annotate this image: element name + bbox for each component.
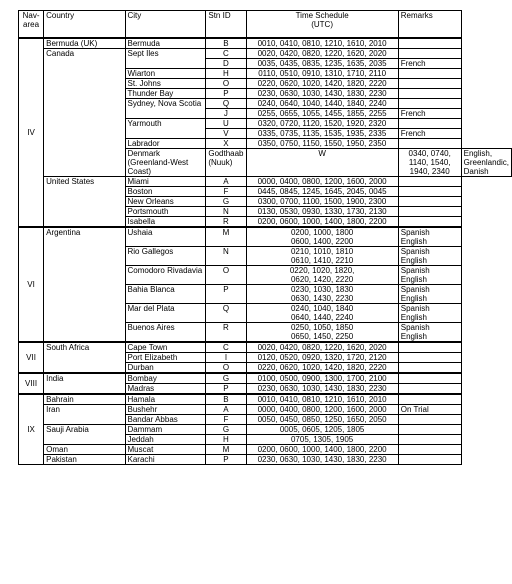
- stn-id-cell: J: [206, 109, 246, 119]
- city-cell: Cape Town: [125, 342, 206, 353]
- city-cell: Labrador: [125, 139, 206, 149]
- time-line: 0200, 1000, 1800: [290, 228, 354, 237]
- stn-id-cell: Q: [206, 304, 246, 323]
- area-cell: VIII: [19, 373, 44, 394]
- city-cell: Karachi: [125, 455, 206, 465]
- remarks-cell: [398, 207, 461, 217]
- time-line: 0620, 1420, 2220: [290, 275, 354, 284]
- time-cell: 0020, 0420, 0820, 1220, 1620, 2020: [246, 49, 398, 59]
- stn-id-cell: H: [206, 69, 246, 79]
- stn-id-cell: M: [206, 445, 246, 455]
- stn-id-cell: F: [206, 415, 246, 425]
- stn-id-cell: P: [206, 455, 246, 465]
- remarks-cell: [398, 79, 461, 89]
- time-cell: 0335, 0735, 1135, 1535, 1935, 2335: [246, 129, 398, 139]
- city-cell: St. Johns: [125, 79, 206, 89]
- stn-id-cell: N: [206, 247, 246, 266]
- country-cell: Denmark (Greenland-West Coast): [125, 149, 206, 177]
- city-cell: Bahia Blanca: [125, 285, 206, 304]
- area-cell: IV: [19, 38, 44, 227]
- city-cell: Bombay: [125, 373, 206, 384]
- country-cell: South Africa: [44, 342, 125, 373]
- stn-id-cell: G: [206, 197, 246, 207]
- country-cell: Sauji Arabia: [44, 425, 125, 445]
- stn-id-cell: U: [206, 119, 246, 129]
- header-row: [19, 11, 512, 39]
- remarks-cell: [398, 384, 461, 395]
- table-row: [19, 405, 512, 415]
- remarks-cell: [398, 247, 461, 266]
- time-cell: 0035, 0435, 0835, 1235, 1635, 2035: [246, 59, 398, 69]
- header-city: City: [125, 11, 206, 39]
- time-line: 0600, 1400, 2200: [290, 237, 354, 246]
- time-cell: 0220, 0620, 1020, 1420, 1820, 2220: [246, 79, 398, 89]
- remarks-cell: [398, 177, 461, 187]
- time-line: 0650, 1450, 2250: [290, 332, 354, 341]
- header-nav-area: Nav-area: [19, 11, 44, 39]
- country-cell: Iran: [44, 405, 125, 425]
- remarks-cell: [398, 187, 461, 197]
- stn-id-cell: P: [206, 285, 246, 304]
- city-cell: Thunder Bay: [125, 89, 206, 99]
- stn-id-cell: V: [206, 129, 246, 139]
- country-cell: Canada: [44, 49, 125, 177]
- city-cell: Mar del Plata: [125, 304, 206, 323]
- country-cell: Bahrain: [44, 394, 125, 405]
- time-cell: 0000, 0400, 0800, 1200, 1600, 2000: [246, 405, 398, 415]
- area-cell: IX: [19, 394, 44, 465]
- time-cell: 0005, 0605, 1205, 1805: [246, 425, 398, 435]
- remarks-cell: [398, 227, 461, 247]
- header-time-schedule-label: Time Schedule: [295, 11, 349, 20]
- remarks-cell: [398, 38, 461, 49]
- time-cell: [246, 304, 398, 323]
- stn-id-cell: H: [206, 435, 246, 445]
- remarks-line: English: [400, 237, 427, 246]
- stn-id-cell: G: [206, 373, 246, 384]
- remarks-cell: [398, 99, 461, 109]
- country-cell: Pakistan: [44, 455, 125, 465]
- remarks-cell: [398, 455, 461, 465]
- city-cell: Dammam: [125, 425, 206, 435]
- remarks-cell: [398, 342, 461, 353]
- city-cell: Isabella: [125, 217, 206, 228]
- header-remarks: Remarks: [398, 11, 461, 39]
- city-cell: New Orleans: [125, 197, 206, 207]
- remarks-cell: [398, 89, 461, 99]
- remarks-line: English: [400, 332, 427, 341]
- remarks-cell: [398, 394, 461, 405]
- time-cell: 0020, 0420, 0820, 1220, 1620, 2020: [246, 342, 398, 353]
- table-row: [19, 425, 512, 435]
- city-cell: Hamala: [125, 394, 206, 405]
- table-row: [19, 445, 512, 455]
- country-cell: Argentina: [44, 227, 125, 342]
- table-row: [19, 342, 512, 353]
- remarks-cell: [398, 323, 461, 343]
- city-cell: Buenos Aires: [125, 323, 206, 343]
- table-row: [19, 455, 512, 465]
- time-cell: [246, 285, 398, 304]
- time-line: 0230, 1030, 1830: [290, 285, 354, 294]
- time-cell: 0130, 0530, 0930, 1330, 1730, 2130: [246, 207, 398, 217]
- time-cell: 0300, 0700, 1100, 1500, 1900, 2300: [246, 197, 398, 207]
- stn-id-cell: A: [206, 405, 246, 415]
- time-cell: 0200, 0600, 1000, 1400, 1800, 2200: [246, 217, 398, 228]
- country-cell: United States: [44, 177, 125, 228]
- stn-id-cell: M: [206, 227, 246, 247]
- time-line: 0610, 1410, 2210: [290, 256, 354, 265]
- time-cell: 0230, 0630, 1030, 1430, 1830, 2230: [246, 455, 398, 465]
- table-row: [19, 49, 512, 59]
- table-row: [19, 177, 512, 187]
- time-line: 0640, 1440, 2240: [290, 313, 354, 322]
- remarks-line: English: [400, 313, 427, 322]
- remarks-cell: [398, 435, 461, 445]
- header-country: Country: [44, 11, 125, 39]
- remarks-cell: French: [398, 109, 461, 119]
- navtex-schedule-table: [18, 10, 512, 465]
- country-cell: Oman: [44, 445, 125, 455]
- remarks-line: Spanish: [400, 304, 430, 313]
- time-line: 0240, 1040, 1840: [290, 304, 354, 313]
- time-cell: 0340, 0740, 1140, 1540, 1940, 2340: [398, 149, 461, 177]
- city-cell: Sydney, Nova Scotia: [125, 99, 206, 119]
- city-cell: Comodoro Rivadavia: [125, 266, 206, 285]
- remarks-line: Spanish: [400, 228, 430, 237]
- stn-id-cell: X: [206, 139, 246, 149]
- stn-id-cell: Q: [206, 99, 246, 109]
- stn-id-cell: W: [246, 149, 398, 177]
- time-cell: 0010, 0410, 0810, 1210, 1610, 2010: [246, 394, 398, 405]
- time-cell: 0230, 0630, 1030, 1430, 1830, 2230: [246, 89, 398, 99]
- time-cell: [246, 323, 398, 343]
- time-cell: 0255, 0655, 1055, 1455, 1855, 2255: [246, 109, 398, 119]
- remarks-line: English: [400, 275, 427, 284]
- remarks-cell: [398, 373, 461, 384]
- time-cell: 0220, 0620, 1020, 1420, 1820, 2220: [246, 363, 398, 374]
- stn-id-cell: O: [206, 266, 246, 285]
- time-line: 0220, 1020, 1820,: [289, 266, 355, 275]
- time-cell: [246, 266, 398, 285]
- stn-id-cell: D: [206, 59, 246, 69]
- remarks-cell: [398, 445, 461, 455]
- stn-id-cell: P: [206, 89, 246, 99]
- table-row: [19, 38, 512, 49]
- stn-id-cell: B: [206, 394, 246, 405]
- time-cell: [246, 227, 398, 247]
- city-cell: Portsmouth: [125, 207, 206, 217]
- city-cell: Boston: [125, 187, 206, 197]
- remarks-cell: French: [398, 129, 461, 139]
- remarks-line: Spanish: [400, 266, 430, 275]
- stn-id-cell: O: [206, 79, 246, 89]
- city-cell: Yarmouth: [125, 119, 206, 139]
- time-cell: 0240, 0640, 1040, 1440, 1840, 2240: [246, 99, 398, 109]
- stn-id-cell: B: [206, 38, 246, 49]
- remarks-line: Spanish: [400, 247, 430, 256]
- city-cell: Miami: [125, 177, 206, 187]
- stn-id-cell: C: [206, 49, 246, 59]
- time-cell: 0100, 0500, 0900, 1300, 1700, 2100: [246, 373, 398, 384]
- time-cell: [246, 247, 398, 266]
- time-cell: 0705, 1305, 1905: [246, 435, 398, 445]
- time-line: 0210, 1010, 1810: [290, 247, 354, 256]
- remarks-cell: [398, 285, 461, 304]
- stn-id-cell: A: [206, 177, 246, 187]
- city-cell: Sept Iles: [125, 49, 206, 69]
- time-cell: 0230, 0630, 1030, 1430, 1830, 2230: [246, 384, 398, 395]
- city-cell: Muscat: [125, 445, 206, 455]
- remarks-line: Spanish: [400, 285, 430, 294]
- remarks-cell: [398, 266, 461, 285]
- city-cell: Rio Gallegos: [125, 247, 206, 266]
- area-cell: VI: [19, 227, 44, 342]
- city-cell: Ushaia: [125, 227, 206, 247]
- city-cell: Madras: [125, 384, 206, 395]
- time-cell: 0050, 0450, 0850, 1250, 1650, 2050: [246, 415, 398, 425]
- table-row: [19, 227, 512, 247]
- header-stn-id: Stn ID: [206, 11, 246, 39]
- stn-id-cell: N: [206, 207, 246, 217]
- country-cell: Bermuda (UK): [44, 38, 125, 49]
- remarks-line: Spanish: [400, 323, 430, 332]
- stn-id-cell: R: [206, 323, 246, 343]
- remarks-cell: [398, 49, 461, 59]
- stn-id-cell: C: [206, 342, 246, 353]
- schedule-table-container: [18, 10, 512, 465]
- remarks-cell: [398, 139, 461, 149]
- city-cell: Bandar Abbas: [125, 415, 206, 425]
- remarks-cell: [398, 217, 461, 228]
- remarks-cell: [398, 197, 461, 207]
- time-cell: 0200, 0600, 1000, 1400, 1800, 2200: [246, 445, 398, 455]
- time-line: 0630, 1430, 2230: [290, 294, 354, 303]
- remarks-line: English: [400, 256, 427, 265]
- city-cell: Godthaab (Nuuk): [206, 149, 246, 177]
- header-utc-label: (UTC): [311, 20, 333, 29]
- time-cell: 0010, 0410, 0810, 1210, 1610, 2010: [246, 38, 398, 49]
- table-row: [19, 373, 512, 384]
- time-cell: 0110, 0510, 0910, 1310, 1710, 2110: [246, 69, 398, 79]
- time-cell: 0445, 0845, 1245, 1645, 2045, 0045: [246, 187, 398, 197]
- remarks-cell: [398, 363, 461, 374]
- stn-id-cell: I: [206, 353, 246, 363]
- stn-id-cell: G: [206, 425, 246, 435]
- stn-id-cell: P: [206, 384, 246, 395]
- remarks-cell: English, Greenlandic, Danish: [461, 149, 511, 177]
- city-cell: Bermuda: [125, 38, 206, 49]
- area-cell: VII: [19, 342, 44, 373]
- stn-id-cell: O: [206, 363, 246, 374]
- time-cell: 0320, 0720, 1120, 1520, 1920, 2320: [246, 119, 398, 129]
- stn-id-cell: R: [206, 217, 246, 228]
- remarks-cell: French: [398, 59, 461, 69]
- remarks-cell: [398, 425, 461, 435]
- remarks-cell: [398, 304, 461, 323]
- city-cell: Jeddah: [125, 435, 206, 445]
- stn-id-cell: F: [206, 187, 246, 197]
- remarks-cell: On Trial: [398, 405, 461, 415]
- remarks-cell: [398, 69, 461, 79]
- time-cell: 0350, 0750, 1150, 1550, 1950, 2350: [246, 139, 398, 149]
- city-cell: Port Elizabeth: [125, 353, 206, 363]
- time-cell: 0120, 0520, 0920, 1320, 1720, 2120: [246, 353, 398, 363]
- time-line: 0250, 1050, 1850: [290, 323, 354, 332]
- remarks-cell: [398, 119, 461, 129]
- country-cell: India: [44, 373, 125, 394]
- header-time-schedule: [246, 11, 398, 39]
- city-cell: Bushehr: [125, 405, 206, 415]
- city-cell: Wiarton: [125, 69, 206, 79]
- remarks-cell: [398, 415, 461, 425]
- city-cell: Durban: [125, 363, 206, 374]
- time-cell: 0000, 0400, 0800, 1200, 1600, 2000: [246, 177, 398, 187]
- remarks-cell: [398, 353, 461, 363]
- table-row: [19, 394, 512, 405]
- remarks-line: English: [400, 294, 427, 303]
